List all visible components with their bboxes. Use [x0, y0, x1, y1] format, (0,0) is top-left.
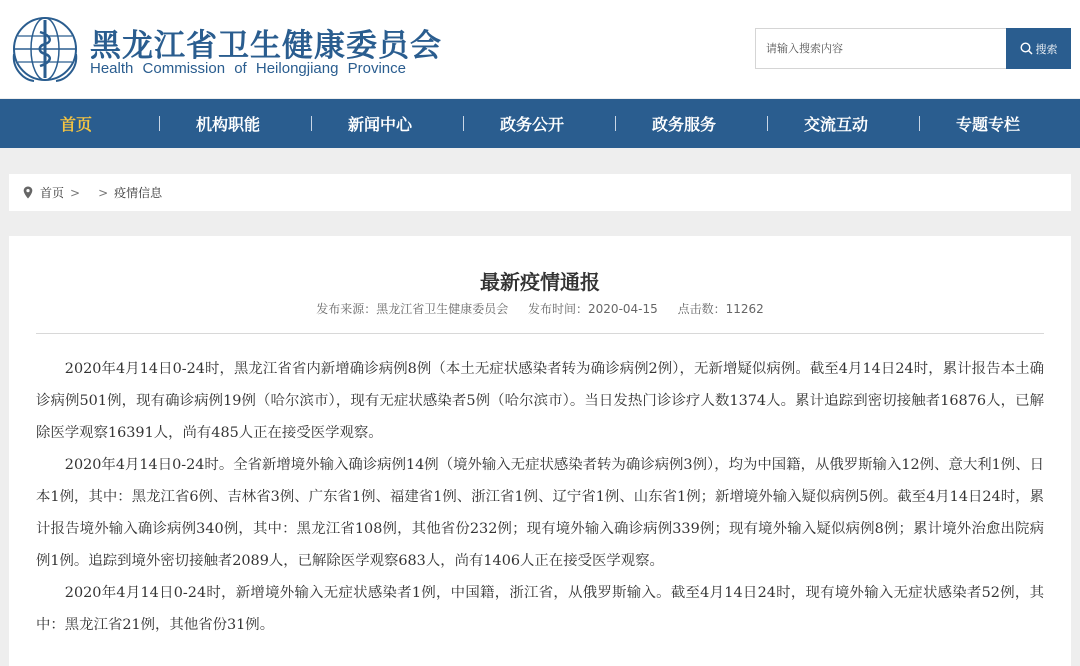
nav-divider — [767, 116, 768, 131]
article-title: 最新疫情通报 — [480, 270, 600, 294]
main-nav — [0, 99, 1080, 148]
breadcrumb-current[interactable]: 疫情信息 — [114, 186, 163, 200]
search-button-label: 搜索 — [1035, 42, 1058, 56]
location-pin-icon — [23, 186, 33, 199]
nav-divider — [463, 116, 464, 131]
site-title-cn[interactable]: 黑龙江省卫生健康委员会 — [90, 28, 442, 64]
article-hits: 点击数：11262 — [677, 302, 764, 316]
article-paragraph: 2020年4月14日0-24时，黑龙江省省内新增确诊病例8例（本土无症状感染者转为确诊病例2例），无新增疑似病例。截至4月14日24时，累计报告本土确诊病例501例，现有确诊病例19例（哈尔滨市），现有无症状感染者5例（哈尔滨市）。当日发热门诊诊疗人数1374人。累计追踪到密切接触者16876人，已解除医学观察16391人，尚有485人正在接受医学观察。 — [36, 361, 1044, 441]
article-divider — [36, 333, 1044, 334]
article-meta — [9, 300, 1071, 317]
breadcrumb-separator: > — [98, 185, 109, 200]
search-icon — [1020, 42, 1033, 55]
nav-divider — [919, 116, 920, 131]
nav-item-gov-affairs[interactable]: 政务公开 — [499, 115, 564, 134]
breadcrumb — [9, 174, 1071, 211]
article-paragraph: 2020年4月14日0-24时，新增境外输入无症状感染者1例，中国籍，浙江省，从俄罗斯输入。截至4月14日24时，现有境外输入无症状感染者52例，其中：黑龙江省21例，其他省份31例。 — [36, 585, 1044, 633]
site-title-en: Health Commission of Heilongjiang Province — [90, 60, 406, 77]
nav-item-interaction[interactable]: 交流互动 — [803, 115, 868, 134]
nav-divider — [615, 116, 616, 131]
nav-divider — [159, 116, 160, 131]
nav-item-home[interactable]: 首页 — [59, 115, 92, 134]
breadcrumb-separator: > — [70, 185, 81, 200]
who-emblem-icon[interactable] — [10, 14, 80, 84]
search-button[interactable] — [1006, 28, 1071, 69]
article-paragraph: 2020年4月14日0-24时。全省新增境外输入确诊病例14例（境外输入无症状感染者转为确诊病例3例），均为中国籍，从俄罗斯输入12例、意大利1例、日本1例，其中：黑龙江省6例、吉林省3例、广东省1例、福建省1例、浙江省1例、辽宁省1例、山东省1例；新增境外输入疑似病例5例。截至4月14日24时，累计报告境外输入确诊病例340例，其中：黑龙江省108例，其他省份232例；现有境外输入确诊病例339例；现有境外输入疑似病例8例；累计境外治愈出院病例1例。追踪到境外密切接触者2089人，已解除医学观察683人，尚有1406人正在接受医学观察。 — [36, 457, 1044, 569]
nav-item-topics[interactable]: 专题专栏 — [955, 115, 1020, 134]
article — [9, 236, 1071, 666]
search-box — [755, 28, 1071, 69]
search-input[interactable] — [755, 28, 1016, 69]
nav-divider — [311, 116, 312, 131]
breadcrumb-home-link[interactable]: 首页 — [40, 186, 65, 200]
nav-item-functions[interactable]: 机构职能 — [195, 115, 260, 134]
article-source: 发布来源：黑龙江省卫生健康委员会 — [316, 302, 509, 316]
site-header — [0, 0, 1080, 98]
nav-item-news[interactable]: 新闻中心 — [347, 115, 412, 134]
nav-item-gov-services[interactable]: 政务服务 — [651, 115, 716, 134]
article-date: 发布时间：2020-04-15 — [528, 302, 658, 316]
article-body — [36, 353, 1044, 641]
